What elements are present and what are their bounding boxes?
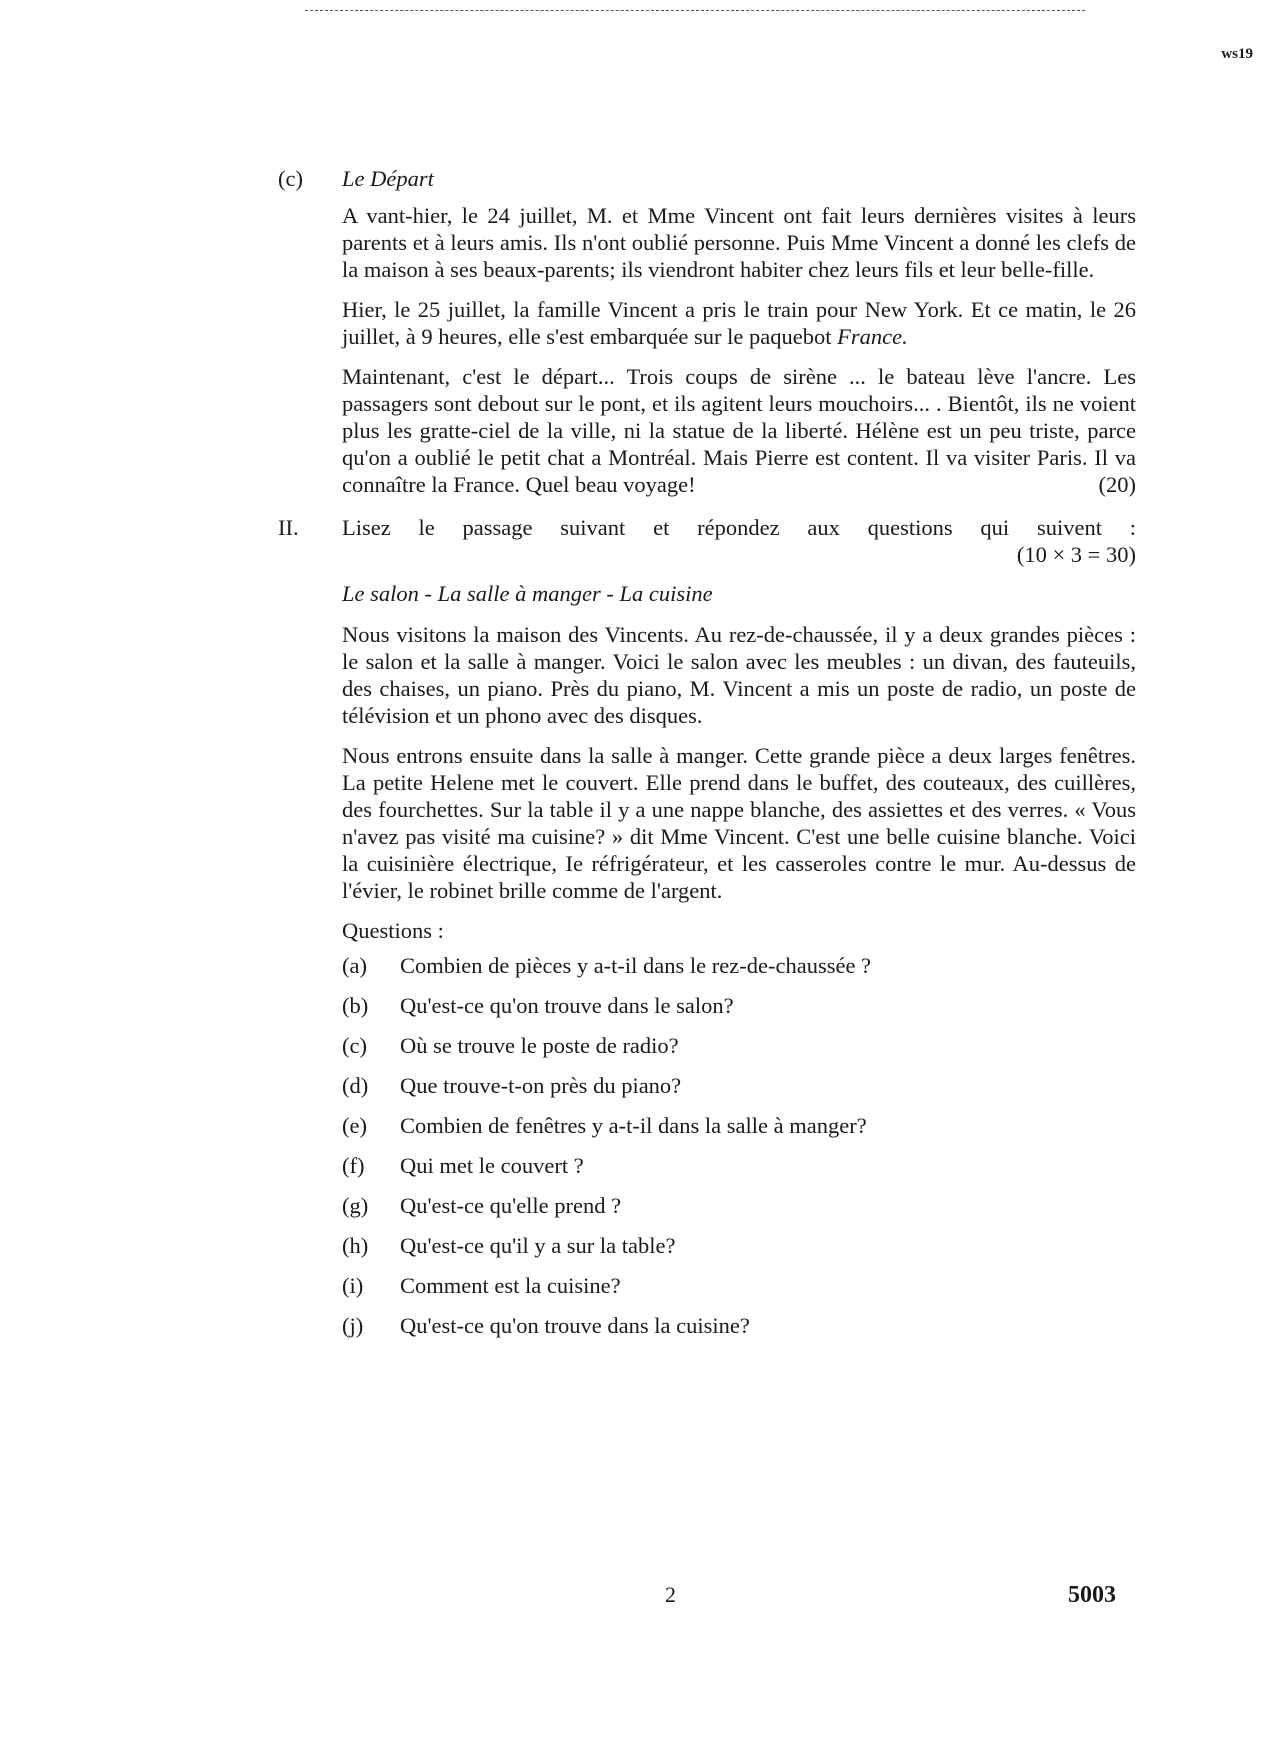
question-marker: (e) [342, 1113, 367, 1138]
question-item [342, 952, 1136, 979]
question-marker: (g) [342, 1193, 369, 1218]
header-code: ws19 [1221, 46, 1253, 62]
question-text: Comment est la cuisine? [400, 1273, 621, 1298]
section-ii-paragraph-2: Nous entrons ensuite dans la salle à manger. Cette grande pièce a deux larges fenêtres. La petite Helene met le couvert. Elle prend dans le buffet, des couteaux, des cuillères, des fourchettes. Sur la table il y a une nappe blanche, des assiettes et des verres. « Vous n'avez pas visité ma cuisine? » dit Mme Vincent. C'est une belle cuisine blanche. Voici la cuisinière électrique, Ie réfrigérateur, et les casseroles contre le mur. Au-dessus de l'évier, le robinet brille comme de l'argent. [342, 743, 1136, 903]
question-marker: (b) [342, 993, 369, 1018]
questions-label: Questions : [342, 918, 444, 943]
section-ii-marks-row [342, 541, 1136, 568]
question-text: Qu'est-ce qu'il y a sur la table? [400, 1233, 676, 1258]
question-text: Combien de fenêtres y a-t-il dans la salle à manger? [400, 1113, 867, 1138]
question-text: Que trouve-t-on près du piano? [400, 1073, 682, 1098]
questions-list [342, 952, 1136, 1339]
question-marker: (f) [342, 1153, 365, 1178]
section-ii-instruction: Lisez le passage suivant et répondez aux questions qui suivent : [342, 515, 1136, 540]
question-item [342, 992, 1136, 1019]
section-c-paragraph-1: A vant-hier, le 24 juillet, M. et Mme Vincent ont fait leurs dernières visites à leurs parents et à leurs amis. Ils n'ont oublié personne. Puis Mme Vincent a donné les clefs de la maison à ses beaux-parents; ils viendront habiter chez leurs fils et leur belle-fille. [342, 203, 1136, 282]
question-item [342, 1192, 1136, 1219]
section-c-marker: (c) [278, 166, 303, 191]
question-marker: (a) [342, 953, 367, 978]
section-c-marks: (20) [1098, 472, 1136, 497]
section-c-paragraph-2 [342, 296, 1136, 350]
section-c-title: Le Départ [342, 166, 434, 191]
section-ii-marks: (10 × 3 = 30) [1016, 542, 1136, 567]
question-marker: (j) [342, 1313, 364, 1338]
section-c-paragraph-3-text: Maintenant, c'est le départ... Trois coups de sirène ... le bateau lève l'ancre. Les passagers sont debout sur le pont, et ils agitent leurs mouchoirs... . Bientôt, ils ne voient plus les gratte-ciel de la ville, ni la statue de la liberté. Hélène est un peu triste, parce qu'on a oublié le petit chat a Montréal. Mais Pierre est content. Il va visiter Paris. Il va connaître la France. Quel beau voyage! [342, 364, 1136, 497]
question-text: Qu'est-ce qu'elle prend ? [400, 1193, 622, 1218]
page-number: 2 [665, 1582, 676, 1607]
question-marker: (h) [342, 1233, 369, 1258]
question-text: Où se trouve le poste de radio? [400, 1033, 679, 1058]
top-rule [305, 10, 1085, 11]
section-ii-paragraph-1: Nous visitons la maison des Vincents. Au rez-de-chaussée, il y a deux grandes pièces : le salon et la salle à manger. Voici le salon avec les meubles : un divan, des fauteuils, des chaises, un piano. Près du piano, M. Vincent a mis un poste de radio, un poste de télévision et un phono avec des disques. [342, 622, 1136, 728]
section-ii [278, 514, 1136, 1352]
section-c-paragraph-3 [342, 363, 1136, 498]
question-marker: (i) [342, 1273, 364, 1298]
section-c-paragraph-2-text: Hier, le 25 juillet, la famille Vincent a pris le train pour New York. Et ce matin, le 26 juillet, à 9 heures, elle s'est embarquée sur le paquebot [342, 297, 1136, 349]
paper-code: 5003 [1068, 1582, 1116, 1608]
question-item [342, 1272, 1136, 1299]
question-item [342, 1072, 1136, 1099]
section-c [278, 165, 1136, 504]
ship-name: France. [837, 324, 908, 349]
question-text: Qui met le couvert ? [400, 1153, 584, 1178]
section-c-body [342, 165, 1136, 504]
section-ii-body [342, 514, 1136, 1352]
question-item [342, 1232, 1136, 1259]
question-item [342, 1112, 1136, 1139]
question-item [342, 1312, 1136, 1339]
question-item [342, 1152, 1136, 1179]
question-text: Qu'est-ce qu'on trouve dans la cuisine? [400, 1313, 750, 1338]
question-item [342, 1032, 1136, 1059]
question-text: Qu'est-ce qu'on trouve dans le salon? [400, 993, 734, 1018]
question-text: Combien de pièces y a-t-il dans le rez-de-chaussée ? [400, 953, 872, 978]
question-marker: (d) [342, 1073, 369, 1098]
question-marker: (c) [342, 1033, 367, 1058]
section-ii-title: Le salon - La salle à manger - La cuisine [342, 581, 713, 606]
page-content [278, 165, 1136, 1352]
section-ii-marker: II. [278, 515, 299, 540]
